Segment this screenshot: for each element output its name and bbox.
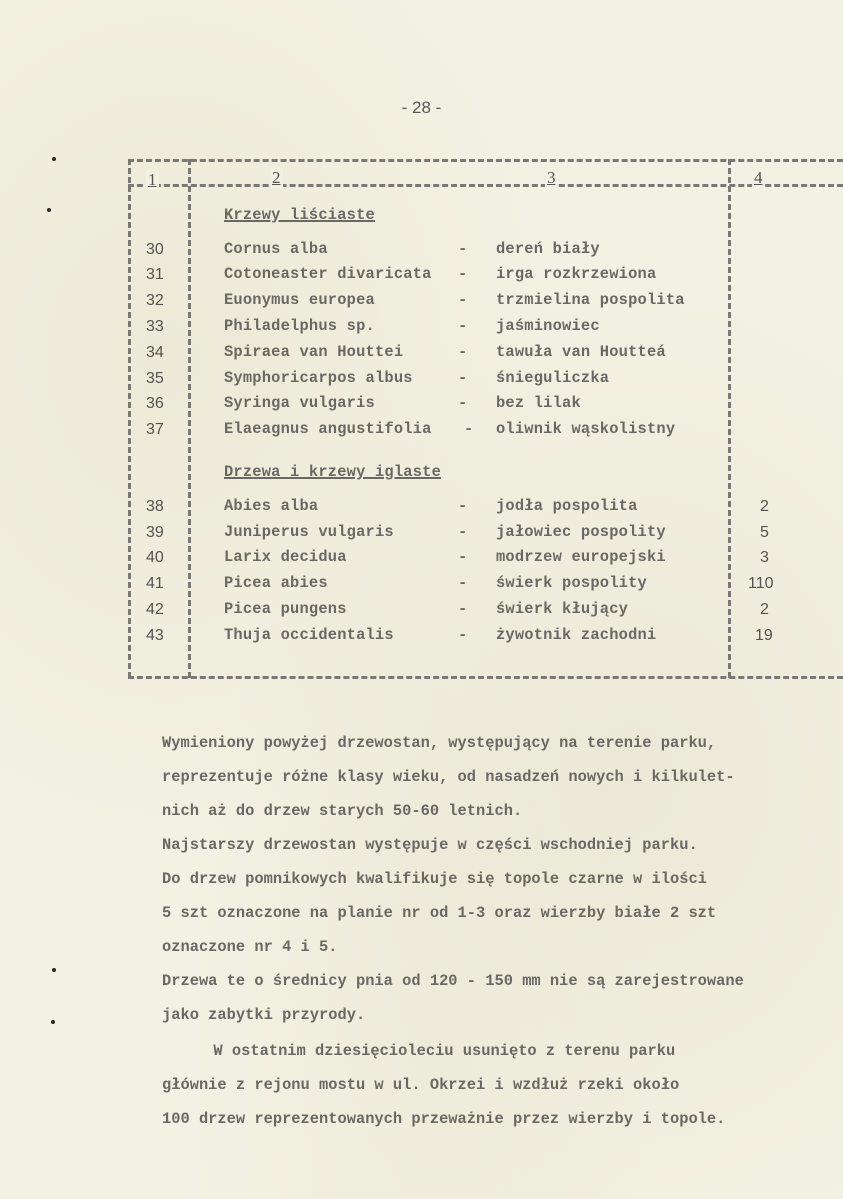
- text-line: Do drzew pomnikowych kwalifikuje się topole czarne w ilości: [162, 870, 707, 888]
- polish-name: świerk pospolity: [496, 574, 647, 592]
- text-line: oznaczone nr 4 i 5.: [162, 938, 338, 956]
- table-col1-left-border: [128, 159, 131, 678]
- latin-name: Picea pungens: [224, 600, 347, 618]
- latin-name: Abies alba: [224, 497, 319, 515]
- row-number: 30: [146, 241, 164, 258]
- row-number: 32: [146, 292, 164, 309]
- polish-name: bez lilak: [496, 394, 581, 412]
- polish-name: trzmielina pospolita: [496, 291, 685, 309]
- dash: -: [458, 240, 468, 258]
- polish-name: jodła pospolita: [496, 497, 638, 515]
- row-number: 31: [146, 266, 164, 283]
- section-title: Krzewy liściaste: [224, 206, 375, 224]
- margin-mark: [52, 968, 56, 972]
- dash: -: [458, 265, 468, 283]
- column-header-1: 1: [148, 170, 157, 189]
- polish-name: świerk kłujący: [496, 600, 629, 618]
- latin-name: Thuja occidentalis: [224, 626, 394, 644]
- latin-name: Picea abies: [224, 574, 328, 592]
- margin-mark: [47, 208, 51, 212]
- tree-count: 2: [760, 498, 769, 515]
- text-line: 100 drzew reprezentowanych przeważnie przez wierzby i topole.: [162, 1110, 726, 1128]
- text-line: reprezentuje różne klasy wieku, od nasadzeń nowych i kilkulet-: [162, 768, 735, 786]
- latin-name: Symphoricarpos albus: [224, 369, 413, 387]
- row-number: 41: [146, 575, 164, 592]
- table-col2-left-border: [188, 159, 191, 678]
- page-number: - 28 -: [401, 98, 442, 117]
- row-number: 34: [146, 344, 164, 361]
- text-line: Najstarszy drzewostan występuje w części wschodniej parku.: [162, 836, 698, 854]
- margin-mark: [51, 1020, 55, 1024]
- dash: -: [458, 369, 468, 387]
- polish-name: jaśminowiec: [496, 317, 600, 335]
- text-line: Wymieniony powyżej drzewostan, występujący na terenie parku,: [162, 734, 717, 752]
- dash: -: [458, 343, 468, 361]
- latin-name: Cornus alba: [224, 240, 328, 258]
- latin-name: Euonymus europea: [224, 291, 375, 309]
- dash: -: [458, 317, 468, 335]
- text-line: głównie z rejonu mostu w ul. Okrzei i wzdłuż rzeki około: [162, 1076, 680, 1094]
- row-number: 37: [146, 421, 164, 438]
- latin-name: Syringa vulgaris: [224, 394, 375, 412]
- polish-name: żywotnik zachodni: [496, 626, 657, 644]
- row-number: 36: [146, 395, 164, 412]
- dash: -: [458, 523, 468, 541]
- dash: -: [458, 394, 468, 412]
- latin-name: Elaeagnus angustifolia: [224, 420, 432, 438]
- dash: -: [464, 420, 474, 438]
- text-line: jako zabytki przyrody.: [162, 1006, 366, 1024]
- latin-name: Larix decidua: [224, 548, 347, 566]
- dash: -: [458, 548, 468, 566]
- tree-count: 110: [748, 575, 774, 592]
- polish-name: oliwnik wąskolistny: [496, 420, 676, 438]
- column-header-2: 2: [272, 168, 281, 187]
- text-line: 5 szt oznaczone na planie nr od 1-3 oraz wierzby białe 2 szt: [162, 904, 717, 922]
- latin-name: Philadelphus sp.: [224, 317, 375, 335]
- polish-name: śnieguliczka: [496, 369, 610, 387]
- latin-name: Cotoneaster divaricata: [224, 265, 432, 283]
- polish-name: irga rozkrzewiona: [496, 265, 657, 283]
- row-number: 33: [146, 318, 164, 335]
- polish-name: modrzew europejski: [496, 548, 666, 566]
- polish-name: tawuła van Houtteá: [496, 343, 666, 361]
- row-number: 38: [146, 498, 164, 515]
- row-number: 40: [146, 549, 164, 566]
- latin-name: Spiraea van Houttei: [224, 343, 404, 361]
- row-number: 42: [146, 601, 164, 618]
- dash: -: [458, 574, 468, 592]
- tree-count: 2: [760, 601, 769, 618]
- tree-count: 5: [760, 524, 769, 541]
- text-line: W ostatnim dziesięcioleciu usunięto z terenu parku: [158, 1042, 676, 1060]
- tree-count: 19: [755, 627, 773, 644]
- dash: -: [458, 497, 468, 515]
- column-header-3: 3: [547, 168, 556, 187]
- text-line: nich aż do drzew starych 50-60 letnich.: [162, 802, 523, 820]
- table-header-border: [128, 184, 843, 187]
- table-top-border: [128, 159, 843, 162]
- row-number: 39: [146, 524, 164, 541]
- latin-name: Juniperus vulgaris: [224, 523, 394, 541]
- polish-name: dereń biały: [496, 240, 600, 258]
- row-number: 43: [146, 627, 164, 644]
- table-col4-left-border: [728, 159, 731, 678]
- section-title: Drzewa i krzewy iglaste: [224, 463, 442, 481]
- dash: -: [458, 291, 468, 309]
- column-header-4: 4: [754, 168, 763, 187]
- row-number: 35: [146, 370, 164, 387]
- tree-count: 3: [760, 549, 769, 566]
- dash: -: [458, 600, 468, 618]
- margin-mark: [52, 157, 56, 161]
- dash: -: [458, 626, 468, 644]
- table-bottom-border: [128, 676, 843, 679]
- polish-name: jałowiec pospolity: [496, 523, 666, 541]
- text-line: Drzewa te o średnicy pnia od 120 - 150 mm nie są zarejestrowane: [162, 972, 744, 990]
